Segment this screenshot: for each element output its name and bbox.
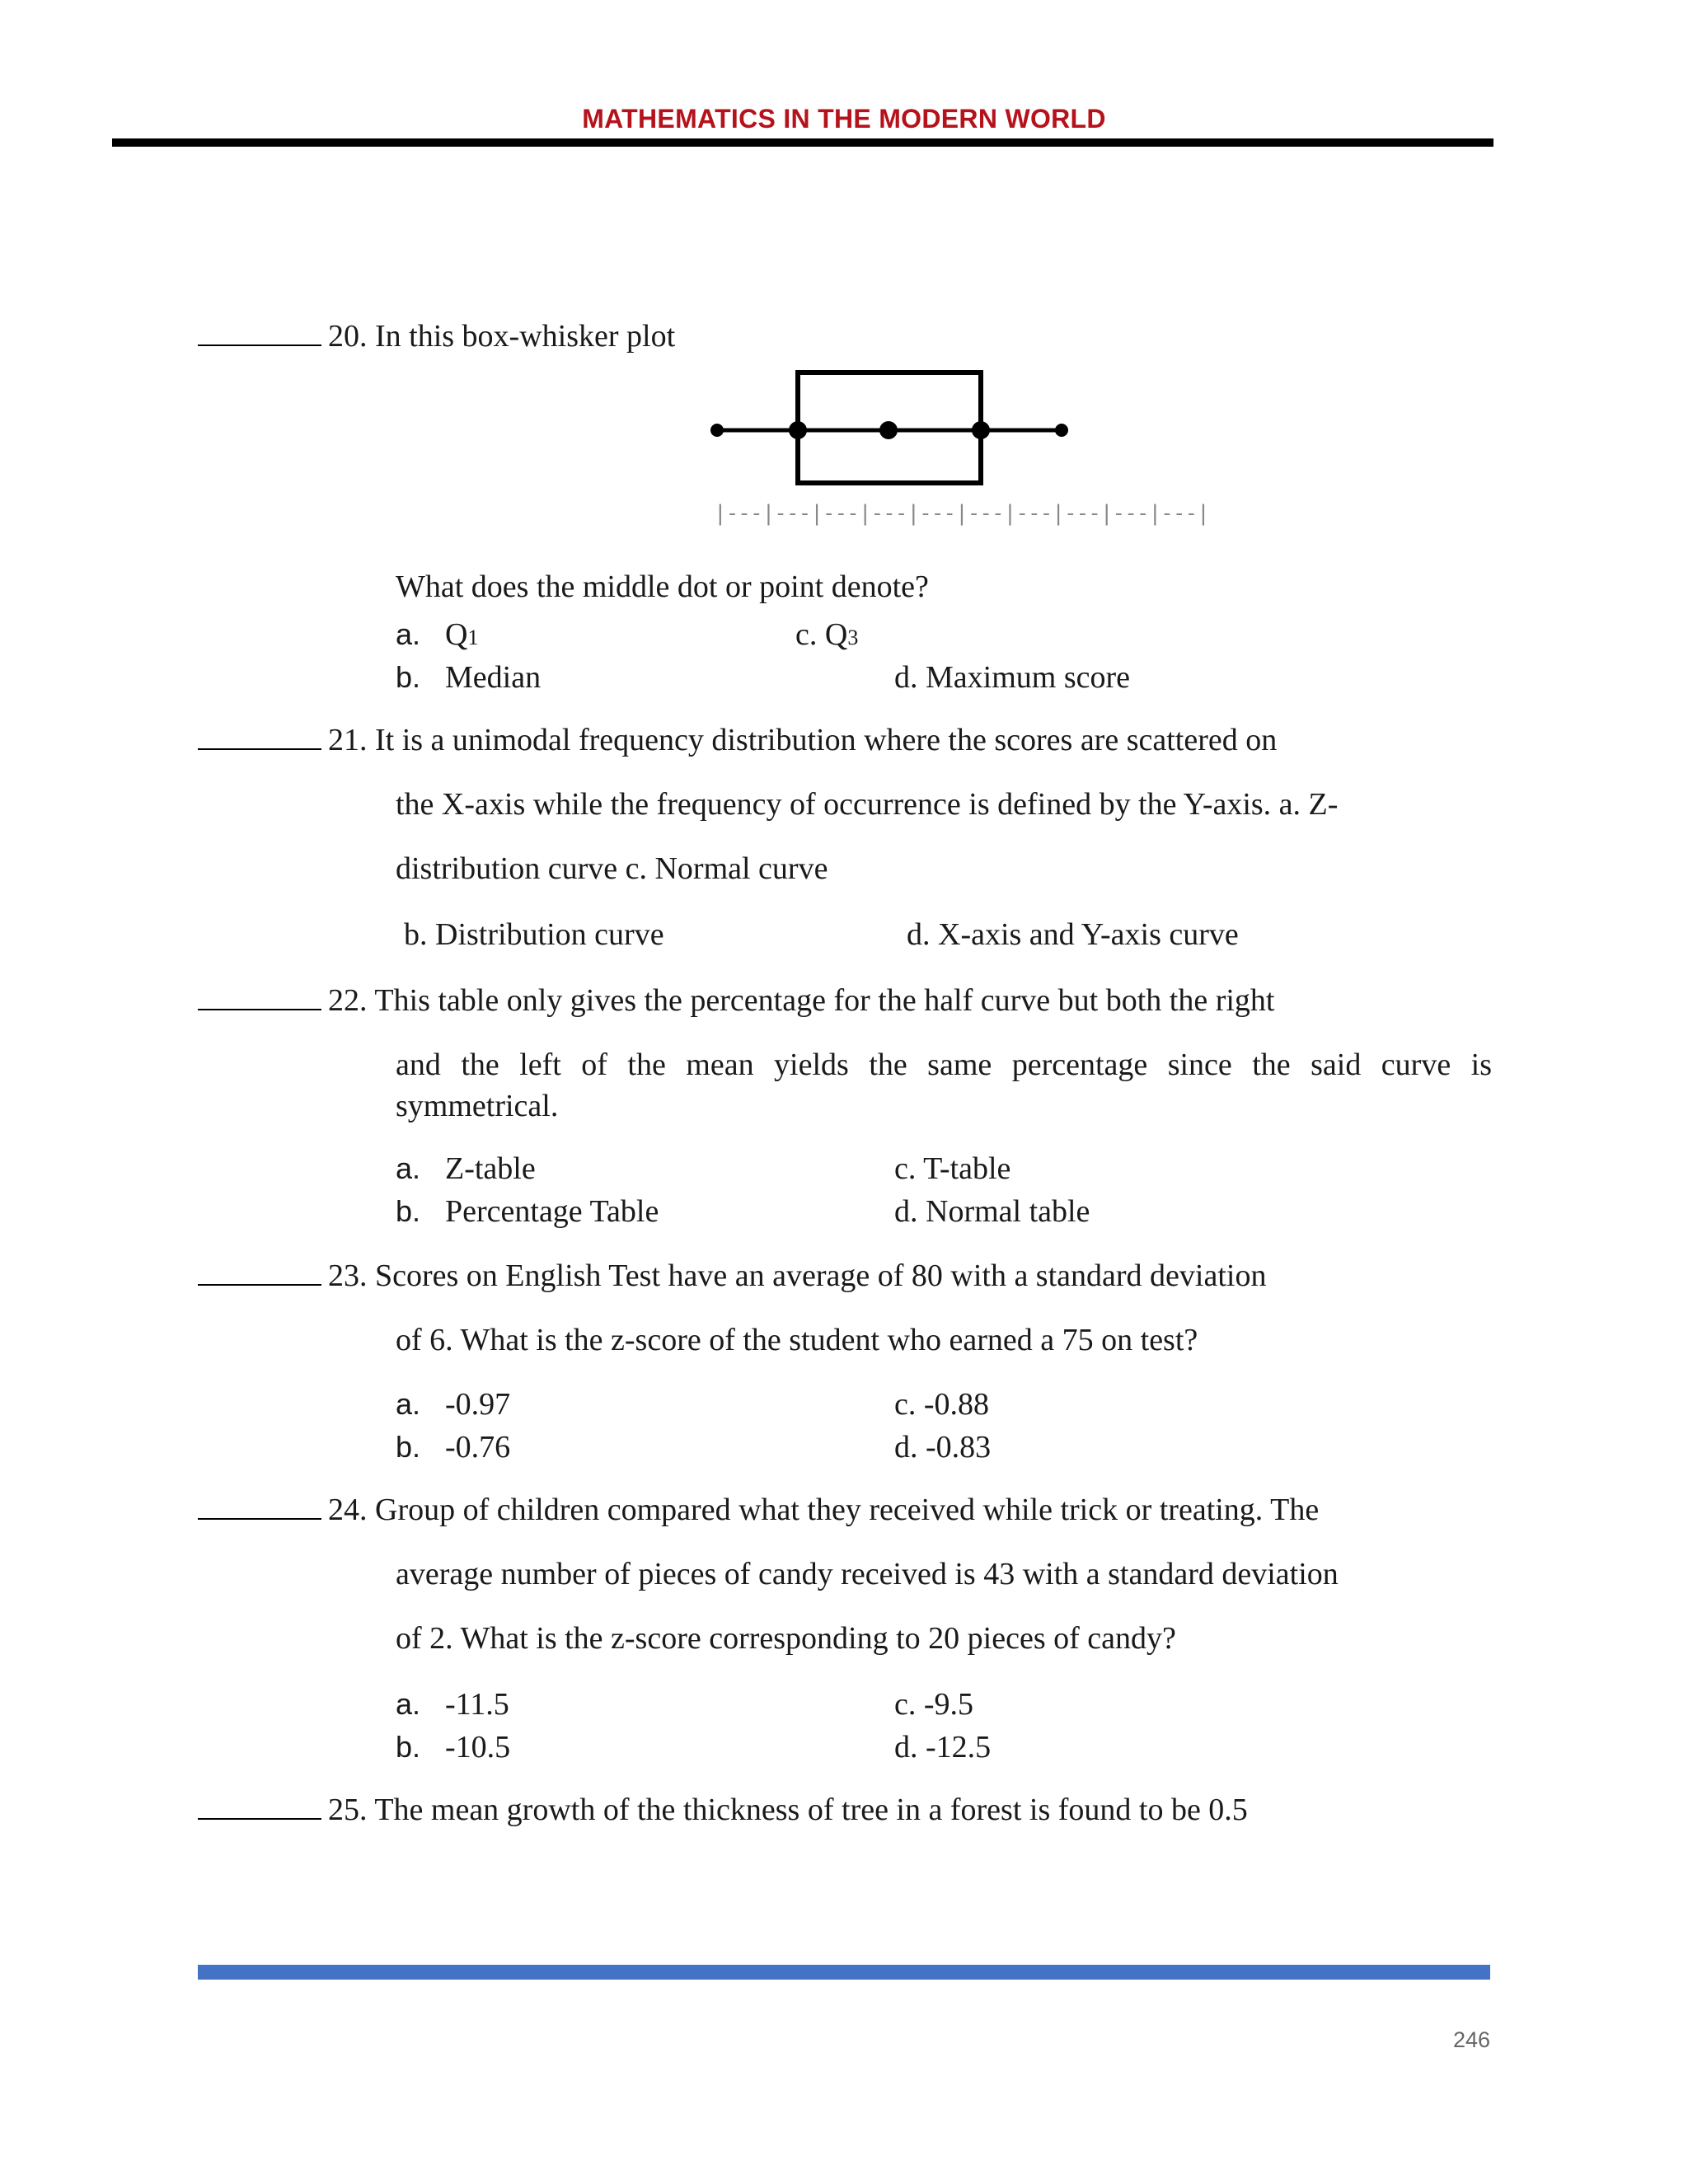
question-25	[198, 1792, 1248, 1828]
question-20-stem: 20. In this box-whisker plot	[328, 319, 676, 354]
q20-option-b: b. Median	[396, 660, 542, 695]
answer-blank-23[interactable]	[198, 1283, 321, 1286]
question-22-line-2: and the left of the mean yields the same percentage since the said curve is	[396, 1047, 1492, 1082]
q24-option-a: a. -11.5	[396, 1687, 509, 1722]
question-21-stem: 21. It is a unimodal frequency distribution where the scores are scattered on	[328, 723, 1278, 757]
q3-point	[972, 421, 990, 439]
q23-option-b: b. -0.76	[396, 1430, 511, 1465]
q20-option-d: d. Maximum score	[894, 660, 1131, 695]
q23-option-d: d. -0.83	[894, 1430, 992, 1465]
answer-blank-21[interactable]	[198, 748, 321, 750]
question-21-line-3: distribution curve c. Normal curve	[396, 851, 828, 886]
question-23-line-2: of 6. What is the z-score of the student who earned a 75 on test?	[396, 1323, 1198, 1357]
q21-option-b: b. Distribution curve	[404, 917, 664, 952]
header-rule	[112, 138, 1493, 147]
q20-option-a: a. Q1	[396, 617, 479, 652]
q1-point	[789, 421, 807, 439]
answer-blank-22[interactable]	[198, 1008, 321, 1010]
q24-option-d: d. -12.5	[894, 1730, 992, 1765]
q23-option-c: c. -0.88	[894, 1387, 990, 1422]
q22-option-a: a. Z-table	[396, 1151, 536, 1186]
question-21	[198, 722, 1277, 758]
question-21-line-2: the X-axis while the frequency of occurrence is defined by the Y-axis. a. Z-	[396, 787, 1339, 822]
q21-option-d: d. X-axis and Y-axis curve	[907, 917, 1239, 952]
question-23	[198, 1258, 1266, 1294]
answer-blank-25[interactable]	[198, 1817, 321, 1820]
q24-option-c: c. -9.5	[894, 1687, 974, 1722]
q24-option-b: b. -10.5	[396, 1730, 511, 1765]
question-22	[198, 982, 1274, 1019]
question-25-stem: 25. The mean growth of the thickness of tree in a forest is found to be 0.5	[328, 1793, 1248, 1827]
question-22-stem: 22. This table only gives the percentage for the half curve but both the right	[328, 983, 1275, 1018]
max-point	[1055, 424, 1068, 437]
question-20-prompt: What does the middle dot or point denote?	[396, 569, 929, 604]
question-20	[198, 318, 675, 354]
question-24-line-2: average number of pieces of candy received is 43 with a standard deviation	[396, 1557, 1339, 1591]
question-23-stem: 23. Scores on English Test have an average of 80 with a standard deviation	[328, 1258, 1267, 1293]
min-point	[710, 424, 724, 437]
answer-blank-24[interactable]	[198, 1517, 321, 1520]
plot-axis-ticks: |---|---|---|---|---|---|---|---|---|---|	[714, 501, 1209, 526]
question-22-line-3: symmetrical.	[396, 1089, 559, 1123]
page-header-title: MATHEMATICS IN THE MODERN WORLD	[582, 104, 1106, 134]
q23-option-a: a. -0.97	[396, 1387, 511, 1422]
page-number: 246	[1452, 2027, 1490, 2052]
question-24-stem: 24. Group of children compared what they received while trick or treating. The	[328, 1493, 1320, 1527]
footer-rule	[198, 1965, 1490, 1980]
box-whisker-plot	[707, 366, 1070, 490]
q20-option-c: c. Q3	[795, 617, 859, 652]
q22-option-c: c. T-table	[894, 1151, 1011, 1186]
answer-blank-20[interactable]	[198, 344, 321, 346]
question-24-line-3: of 2. What is the z-score corresponding to 20 pieces of candy?	[396, 1621, 1176, 1656]
question-24	[198, 1492, 1319, 1528]
q22-option-b: b. Percentage Table	[396, 1194, 659, 1229]
median-point	[879, 421, 898, 439]
q22-option-d: d. Normal table	[894, 1194, 1090, 1229]
